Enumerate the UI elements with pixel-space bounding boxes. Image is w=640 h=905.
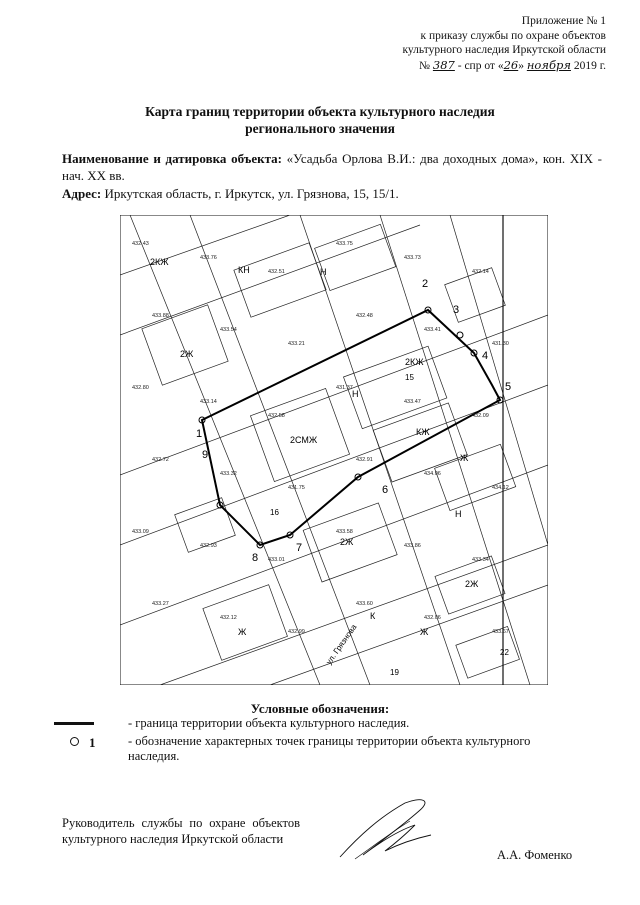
signatory-name: А.А. Фоменко	[497, 848, 573, 862]
elevation-label: 433.01	[268, 557, 285, 563]
annex-no-prefix: №	[419, 59, 431, 72]
elevation-label: 433.54	[220, 327, 237, 333]
annex-line-3: культурного наследия Иркутской области	[402, 44, 606, 56]
point-label: 9	[202, 449, 209, 461]
point-label: 3	[453, 304, 460, 316]
annex-mid: - спр от «	[457, 59, 504, 72]
point-label: 7	[296, 542, 303, 554]
building-label: 2Ж	[340, 537, 354, 547]
annex-header	[276, 14, 606, 73]
elevation-label: 432.93	[200, 543, 217, 549]
elevation-label: 433.34	[472, 557, 489, 563]
building-label: 2КЖ	[150, 257, 169, 267]
title-line-1: Карта границ территории объекта культурного наследия	[145, 104, 495, 119]
point-label: 4	[482, 350, 489, 362]
address-value: Иркутская область, г. Иркутск, ул. Грязнова, 15, 15/1.	[104, 186, 399, 201]
building-label: 2СМЖ	[290, 435, 318, 445]
title-line-2: регионального значения	[245, 121, 395, 136]
point-symbol	[70, 735, 96, 751]
building-label: 2КЖ	[405, 357, 424, 367]
document-title	[0, 103, 640, 137]
point-label: 6	[382, 484, 389, 496]
building-label: КЖ	[416, 427, 430, 437]
elevation-label: 433.32	[220, 471, 237, 477]
elevation-label: 432.43	[132, 241, 149, 247]
annex-line-1: Приложение № 1	[521, 15, 606, 27]
annex-line-2: к приказу службы по охране объектов	[420, 29, 606, 42]
elevation-label: 432.51	[268, 269, 285, 275]
elevation-label: 432.12	[220, 615, 237, 621]
elevation-label: 433.47	[404, 399, 421, 405]
handwritten-signature	[335, 795, 445, 865]
point-circle-icon	[70, 737, 79, 746]
elevation-label: 433.88	[152, 313, 169, 319]
elevation-label: 432.72	[152, 457, 169, 463]
elevation-label: 431.37	[336, 385, 353, 391]
object-name	[62, 150, 602, 184]
object-address	[62, 185, 602, 202]
elevation-label: 434.06	[424, 471, 441, 477]
elevation-label: 432.91	[356, 457, 373, 463]
elevation-label: 431.75	[288, 485, 305, 491]
elevation-label: 432.80	[132, 385, 149, 391]
annex-number-line	[276, 58, 606, 74]
elevation-label: 433.73	[404, 255, 421, 261]
elevation-label: 432.14	[472, 269, 489, 275]
annex-month-handwritten: ноября	[526, 57, 571, 72]
building-label: Н	[320, 267, 327, 277]
boundary-map	[120, 215, 548, 685]
legend-title: Условные обозначения:	[250, 701, 390, 716]
legend-row-points: - обозначение характерных точек границы территории объекта культурного наследия.	[128, 734, 531, 763]
elevation-label: 433.60	[356, 601, 373, 607]
building-label: 2Ж	[465, 579, 479, 589]
elevation-label: 434.12	[492, 485, 509, 491]
building-label: КН	[238, 265, 250, 275]
elevation-label: 432.99	[288, 629, 305, 635]
object-label: Наименование и датировка объекта:	[62, 151, 282, 166]
elevation-label: 433.09	[132, 529, 149, 535]
point-label: 1	[196, 428, 203, 440]
elevation-label: 433.14	[200, 399, 217, 405]
building-label: Ж	[238, 627, 247, 637]
elevation-label: 433.86	[404, 543, 421, 549]
elevation-label: 433.67	[492, 629, 509, 635]
object-value: «Усадьба Орлова В.И.: два доходных дома», кон. XIX - нач. XX вв.	[62, 151, 603, 183]
elevation-label: 431.30	[492, 341, 509, 347]
building-label: Н	[352, 389, 359, 399]
building-label: К	[370, 611, 376, 621]
point-label: 8	[252, 552, 259, 564]
house-number: 16	[270, 508, 279, 517]
elevation-label: 433.41	[424, 327, 441, 333]
building-label: Н	[455, 509, 462, 519]
point-label: 5	[505, 381, 512, 393]
elevation-label: 432.48	[356, 313, 373, 319]
building-label: 2Ж	[180, 349, 194, 359]
signatory-position: Руководитель службы по охране объектов культурного наследия Иркутской области	[62, 816, 300, 846]
elevation-label: 433.58	[336, 529, 353, 535]
legend-row-boundary: - граница территории объекта культурного наследия.	[128, 716, 410, 730]
point-label: 2	[422, 278, 429, 290]
boundary-line-symbol	[54, 722, 94, 725]
annex-day-handwritten: 26	[503, 57, 519, 72]
elevation-label: 432.09	[472, 413, 489, 419]
elevation-label: 433.76	[200, 255, 217, 261]
building-label: Ж	[420, 627, 429, 637]
annex-mid2: »	[518, 59, 524, 72]
house-number: 15	[405, 373, 414, 382]
street-label: ул. Грязнова	[324, 622, 359, 667]
elevation-label: 433.75	[336, 241, 353, 247]
elevation-label: 432.06	[424, 615, 441, 621]
annex-year: 2019 г.	[573, 59, 606, 72]
house-number: 19	[390, 668, 399, 677]
building-label: Ж	[460, 453, 469, 463]
house-number: 22	[500, 648, 509, 657]
point-symbol-number: 1	[89, 735, 96, 750]
address-label: Адрес:	[62, 186, 102, 201]
elevation-label: 433.27	[152, 601, 169, 607]
elevation-label: 432.58	[268, 413, 285, 419]
annex-no-handwritten: 387	[432, 57, 455, 72]
elevation-label: 433.21	[288, 341, 305, 347]
